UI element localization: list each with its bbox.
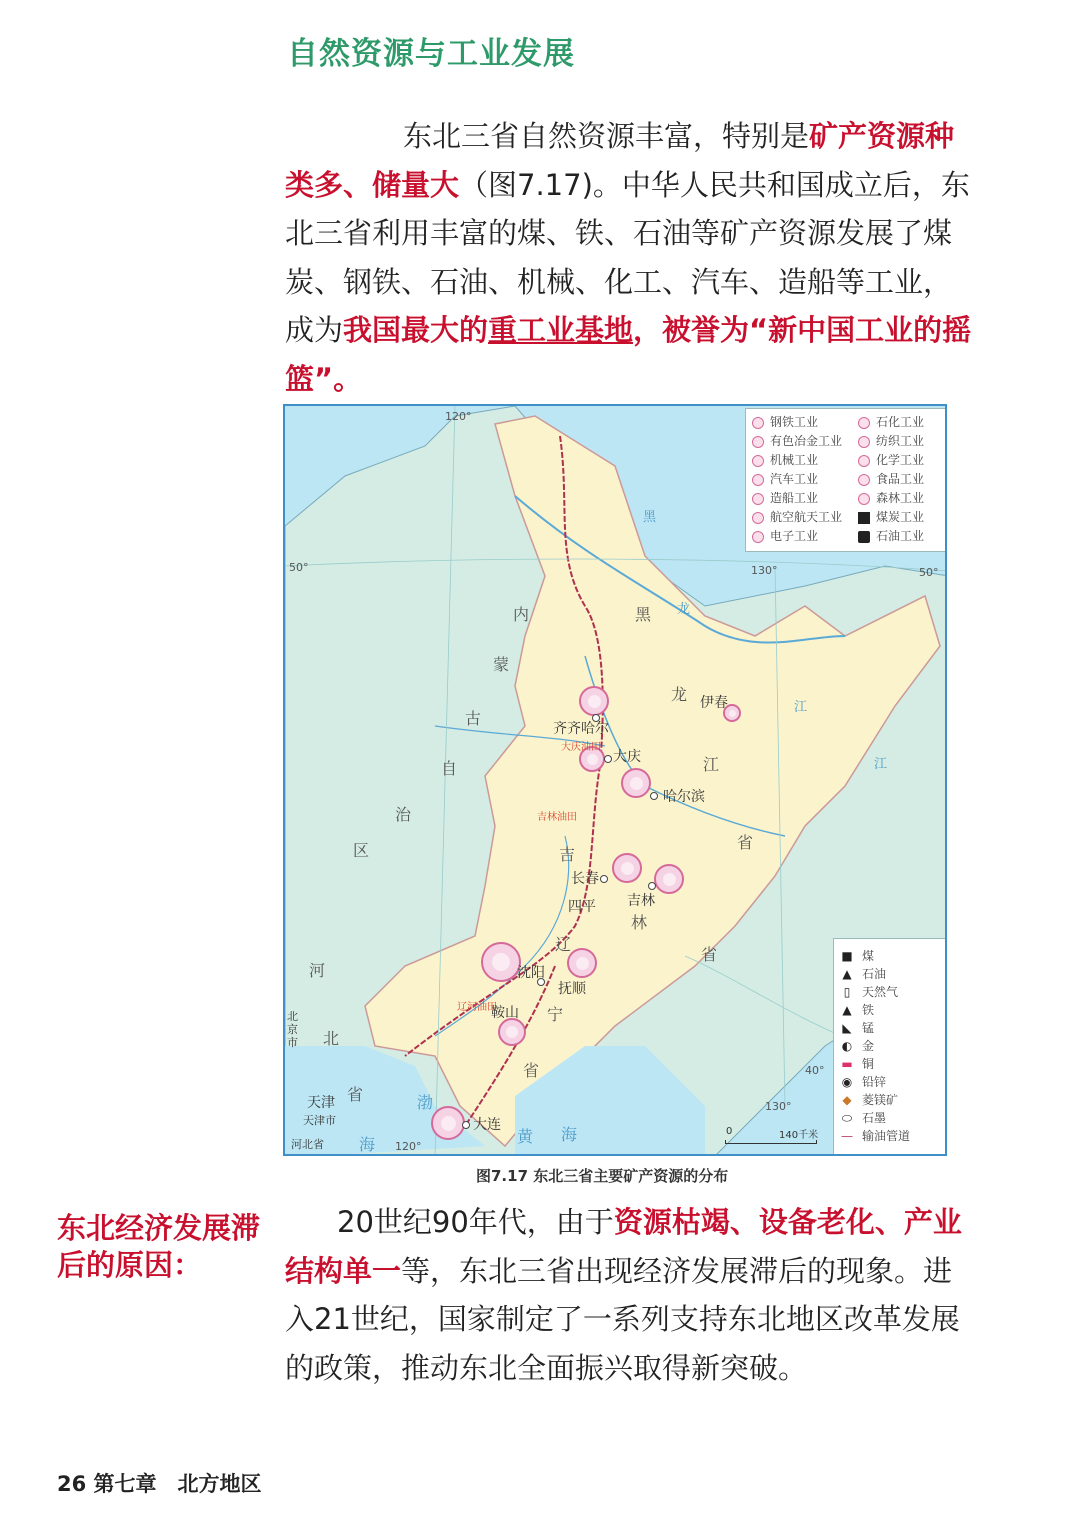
label-daqing-field: 大庆油田 [561,742,601,753]
legend-electronics-industry: 电子工业 [752,527,818,546]
label-tianjin: 天津 [307,1095,335,1111]
para2-text-a: 20世纪90年代，由于 [337,1205,614,1239]
label-harbin: 哈尔滨 [663,789,705,805]
industry-circle-anshan [498,1018,526,1046]
legend-chemical-industry: 化学工业 [858,451,924,470]
label-yichun: 伊春 [700,695,728,711]
region-char: 河 [309,961,326,980]
legend-oil: ▲ 石油 [842,967,887,981]
degree-label: 40° [805,1064,825,1077]
label-beijing: 北京市 [287,1010,298,1049]
legend-copper: ▬ 铜 [841,1057,875,1071]
legend-machinery-industry: 机械工业 [752,451,818,470]
legend-forest-industry: 森林工业 [858,489,924,508]
region-char: 自 [441,759,458,778]
para1-emphasis-underlined: 重工业基地 [488,313,634,348]
legend-nonferrous-industry: 有色冶金工业 [752,432,842,451]
legend-iron: ▲ 铁 [842,1003,875,1017]
page-footer: 26 第七章 北方地区 [57,1472,262,1496]
para1-emphasis-a: 矿产资源种类多、储量大 [285,119,955,202]
degree-label: 50° [919,566,939,579]
region-char: 古 [465,709,482,728]
legend-shipbuilding-industry: 造船工业 [752,489,818,508]
section-title: 自然资源与工业发展 [287,36,575,72]
mineral-resource-map [283,404,947,1156]
river-char: 江 [794,700,808,715]
region-char: 吉 [559,845,576,864]
region-char: 黑 [635,605,652,624]
legend-coal: ■ 煤 [841,949,875,963]
region-char: 内 [513,605,530,624]
para2-text-b: 等，东北三省出现经济发展滞后的现象。进入21世纪，国家制定了一系列支持东北地区改革发展的政策，推动东北全面振兴取得新突破。 [285,1253,960,1385]
legend-gas: ▯ 天然气 [843,985,899,999]
para1-text-b: （图7.17)。中华人民共和国成立后，东北三省利用丰富的煤、铁、石油等矿产资源发展了煤炭、钢铁、石油、机械、化工、汽车、造船等工业，成为 [285,167,970,348]
region-char: 龙 [671,685,688,704]
city-dot-harbin [650,792,658,800]
legend-aerospace-industry: 航空航天工业 [752,508,842,527]
degree-label: 130° [751,564,778,577]
river-char: 江 [874,757,888,772]
para2-emphasis: 资源枯竭、设备老化、产业结构单一 [285,1205,962,1288]
scale-label-km: 140千米 [779,1130,819,1141]
label-jilin-field: 吉林油田 [537,812,577,823]
industry-circle-changchun [612,853,642,883]
label-changchun: 长春 [571,871,599,887]
sea-char: 海 [359,1135,376,1154]
label-dalian: 大连 [473,1117,501,1133]
region-char: 江 [703,755,720,774]
city-dot-changchun [600,875,608,883]
degree-label: 120° [445,410,472,423]
region-char: 北 [323,1029,340,1048]
industry-circle-dalian [431,1106,465,1140]
label-fushun: 抚顺 [558,981,586,997]
label-qiqihar: 齐齐哈尔 [553,721,609,737]
legend-auto-industry: 汽车工业 [752,470,818,489]
region-char: 省 [737,833,754,852]
legend-food-industry: 食品工业 [858,470,924,489]
side-note: 东北经济发展滞后的原因： [57,1211,261,1282]
region-char: 省 [701,945,718,964]
region-char: 区 [353,841,370,860]
paragraph-natural-resources [285,112,975,404]
region-char: 省 [347,1085,364,1104]
degree-label: 120° [395,1140,422,1153]
degree-label: 130° [765,1100,792,1113]
para1-text-a: 东北三省自然资源丰富，特别是 [403,119,810,153]
label-liaohe-field: 辽河油田 [457,1002,497,1013]
label-anshan: 鞍山 [491,1005,519,1021]
legend-graphite: ⬭ 石墨 [841,1111,887,1125]
region-char: 林 [631,913,648,932]
legend-manganese: ◣ 锰 [842,1021,875,1035]
sea-char: 渤 [417,1093,434,1112]
legend-petrochem-industry: 石化工业 [858,413,924,432]
river-char: 黑 [643,510,657,525]
region-char: 省 [523,1061,540,1080]
para1-emphasis-b: 我国最大的 [343,313,489,348]
industry-legend [745,408,947,552]
legend-magnesite: ◆ 菱镁矿 [842,1093,899,1107]
legend-pipeline: — 输油管道 [841,1129,911,1143]
sea-char: 黄 [517,1127,534,1146]
mineral-legend [833,938,947,1156]
label-shenyang: 沈阳 [517,965,545,981]
legend-lead-zinc: ◉ 铅锌 [841,1075,887,1089]
region-char: 宁 [547,1005,564,1024]
scale-label-zero: 0 [726,1126,733,1137]
label-hebei: 河北省 [291,1138,324,1151]
city-dot-dalian [462,1121,470,1129]
sea-char: 海 [561,1125,578,1144]
paragraph-economic-lag [285,1198,975,1392]
legend-coal-industry: 煤炭工业 [858,508,924,527]
label-daqing: 大庆 [613,749,641,765]
figure-caption: 图7.17 东北三省主要矿产资源的分布 [476,1167,729,1185]
legend-textile-industry: 纺织工业 [858,432,924,451]
degree-label: 50° [289,561,309,574]
city-dot-daqing [604,755,612,763]
region-char: 蒙 [493,655,510,674]
para1-emphasis-c: ，被誉为“新中国工业的摇篮” [285,313,972,396]
label-tianjin-city: 天津市 [303,1114,336,1127]
region-char: 治 [395,805,412,824]
industry-circle-harbin [621,768,651,798]
label-jilin: 吉林 [627,893,655,909]
city-dot-jilin [648,882,656,890]
para1-period: 。 [333,361,363,396]
industry-circle-qiqihar [579,686,609,716]
legend-oil-industry: 石油工业 [858,527,924,546]
region-char: 辽 [555,935,572,954]
legend-steel-industry: 钢铁工业 [752,413,818,432]
industry-circle-jilin [654,864,684,894]
label-siping: 四平 [568,899,596,915]
legend-gold: ◐ 金 [841,1039,875,1053]
industry-circle-fushun [567,948,597,978]
river-char: 龙 [677,602,691,617]
industry-circle-shenyang [481,942,521,982]
